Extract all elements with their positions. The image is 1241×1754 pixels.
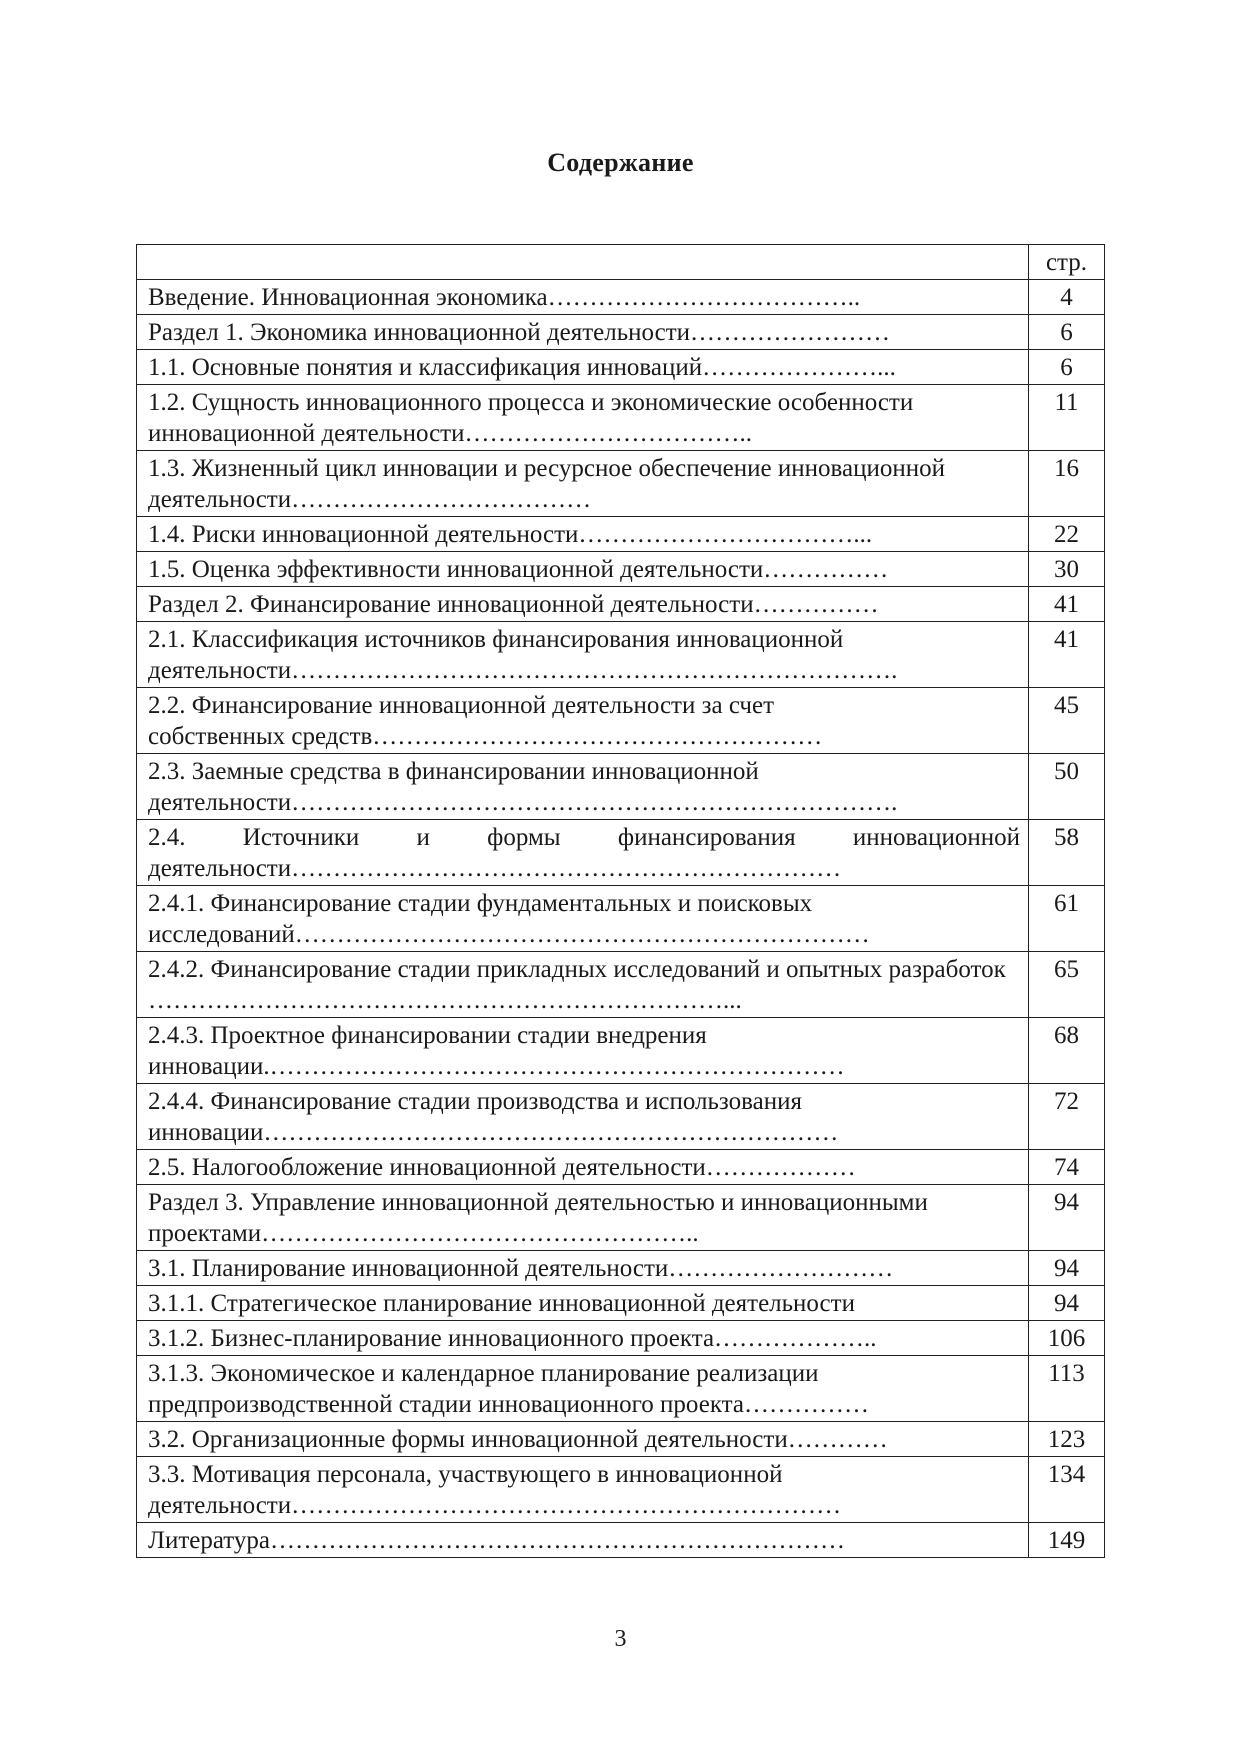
toc-row[interactable] <box>137 385 1105 451</box>
toc-entry-page: 45 <box>1029 688 1105 754</box>
toc-entry-title[interactable]: Раздел 2. Финансирование инновационной деятельности…………… <box>137 587 1029 622</box>
toc-row[interactable] <box>137 1018 1105 1084</box>
toc-entry-title[interactable]: 2.5. Налогообложение инновационной деятельности……………… <box>137 1150 1029 1185</box>
page-title: Содержание <box>547 148 694 177</box>
toc-entry-title[interactable]: 1.3. Жизненный цикл инновации и ресурсное обеспечение инновационной деятельности……………………………… <box>137 451 1029 517</box>
toc-entry-page: 58 <box>1029 820 1105 886</box>
toc-entry-title[interactable]: 2.3. Заемные средства в финансировании инновационной деятельности………………………………………………………………. <box>137 754 1029 820</box>
toc-row[interactable] <box>137 280 1105 315</box>
toc-entry-page: 134 <box>1029 1457 1105 1523</box>
toc-row[interactable] <box>137 1321 1105 1356</box>
toc-entry-page: 6 <box>1029 350 1105 385</box>
toc-row[interactable] <box>137 1356 1105 1422</box>
toc-entry-title[interactable]: Введение. Инновационная экономика……………………………….. <box>137 280 1029 315</box>
toc-row[interactable] <box>137 1084 1105 1150</box>
toc-entry-title[interactable]: 3.3. Мотивация персонала, участвующего в инновационной деятельности………………………………………………………… <box>137 1457 1029 1523</box>
toc-entry-title[interactable]: 2.2. Финансирование инновационной деятельности за счет собственных средств……………………………………………… <box>137 688 1029 754</box>
toc-row[interactable] <box>137 1422 1105 1457</box>
toc-entry-title[interactable]: 3.1. Планирование инновационной деятельности……………………… <box>137 1251 1029 1286</box>
toc-entry-page: 22 <box>1029 517 1105 552</box>
toc-entry-page: 41 <box>1029 587 1105 622</box>
toc-entry-title[interactable]: 3.1.2. Бизнес-планирование инновационного проекта……………….. <box>137 1321 1029 1356</box>
toc-entry-page: 6 <box>1029 315 1105 350</box>
toc-entry-title[interactable]: 1.5. Оценка эффективности инновационной деятельности…………… <box>137 552 1029 587</box>
toc-entry-title[interactable]: 1.2. Сущность инновационного процесса и экономические особенности инновационной деятельности…………………………….. <box>137 385 1029 451</box>
toc-entry-page: 41 <box>1029 622 1105 688</box>
toc-entry-page: 72 <box>1029 1084 1105 1150</box>
toc-entry-page: 68 <box>1029 1018 1105 1084</box>
toc-header-empty-cell <box>137 245 1029 280</box>
toc-row[interactable] <box>137 622 1105 688</box>
toc-entry-page: 94 <box>1029 1251 1105 1286</box>
toc-entry-title[interactable]: 1.4. Риски инновационной деятельности……………………………... <box>137 517 1029 552</box>
toc-row[interactable] <box>137 952 1105 1018</box>
toc-entry-page: 74 <box>1029 1150 1105 1185</box>
toc-entry-title[interactable]: Раздел 3. Управление инновационной деятельностью и инновационными проектами…………………………………………….. <box>137 1185 1029 1251</box>
toc-row[interactable] <box>137 315 1105 350</box>
toc-entry-page: 65 <box>1029 952 1105 1018</box>
toc-entry-page: 11 <box>1029 385 1105 451</box>
toc-row[interactable] <box>137 552 1105 587</box>
toc-row[interactable] <box>137 1286 1105 1321</box>
toc-row[interactable] <box>137 517 1105 552</box>
toc-page-header: стр. <box>1029 245 1105 280</box>
toc-entry-title[interactable]: 3.1.3. Экономическое и календарное планирование реализации предпроизводственной стадии инновационного проекта…………… <box>137 1356 1029 1422</box>
toc-row[interactable] <box>137 451 1105 517</box>
page-number: 3 <box>614 1626 627 1652</box>
toc-entry-title[interactable]: 2.4.2. Финансирование стадии прикладных исследований и опытных разработок ……………………………………………………………... <box>137 952 1029 1018</box>
toc-row[interactable] <box>137 886 1105 952</box>
toc-entry-page: 149 <box>1029 1523 1105 1558</box>
toc-row[interactable] <box>137 820 1105 886</box>
toc-entry-page: 16 <box>1029 451 1105 517</box>
toc-row[interactable] <box>137 1457 1105 1523</box>
toc-entry-title[interactable]: 2.4. Источники и формы финансирования инновационной деятельности………………………………………………………… <box>137 820 1029 886</box>
toc-entry-title[interactable]: 3.1.1. Стратегическое планирование инновационной деятельности <box>137 1286 1029 1321</box>
toc-entry-title[interactable]: 2.4.1. Финансирование стадии фундаментальных и поисковых исследований…………………………………………………………… <box>137 886 1029 952</box>
toc-entry-title[interactable]: Раздел 1. Экономика инновационной деятельности…………………… <box>137 315 1029 350</box>
toc-entry-page: 113 <box>1029 1356 1105 1422</box>
toc-entry-page: 94 <box>1029 1185 1105 1251</box>
toc-header-row <box>137 245 1105 280</box>
toc-row[interactable] <box>137 1185 1105 1251</box>
toc-entry-page: 4 <box>1029 280 1105 315</box>
toc-entry-page: 123 <box>1029 1422 1105 1457</box>
toc-row[interactable] <box>137 1251 1105 1286</box>
toc-entry-title[interactable]: 2.4.4. Финансирование стадии производства и использования инновации…………………………………………………………… <box>137 1084 1029 1150</box>
toc-row[interactable] <box>137 688 1105 754</box>
toc-entry-title[interactable]: Литература…………………………………………………………… <box>137 1523 1029 1558</box>
toc-row[interactable] <box>137 350 1105 385</box>
toc-entry-title[interactable]: 2.1. Классификация источников финансирования инновационной деятельности………………………………………………………………. <box>137 622 1029 688</box>
toc-entry-page: 50 <box>1029 754 1105 820</box>
toc-entry-page: 30 <box>1029 552 1105 587</box>
toc-row[interactable] <box>137 1150 1105 1185</box>
toc-entry-title[interactable]: 1.1. Основные понятия и классификация инноваций…………………... <box>137 350 1029 385</box>
toc-entry-title[interactable]: 3.2. Организационные формы инновационной деятельности………… <box>137 1422 1029 1457</box>
toc-row[interactable] <box>137 1523 1105 1558</box>
toc-entry-page: 61 <box>1029 886 1105 952</box>
table-of-contents <box>136 244 1105 1558</box>
toc-row[interactable] <box>137 587 1105 622</box>
toc-entry-title[interactable]: 2.4.3. Проектное финансировании стадии внедрения инновации.…………………………………………………………… <box>137 1018 1029 1084</box>
toc-row[interactable] <box>137 754 1105 820</box>
toc-entry-page: 94 <box>1029 1286 1105 1321</box>
toc-entry-page: 106 <box>1029 1321 1105 1356</box>
